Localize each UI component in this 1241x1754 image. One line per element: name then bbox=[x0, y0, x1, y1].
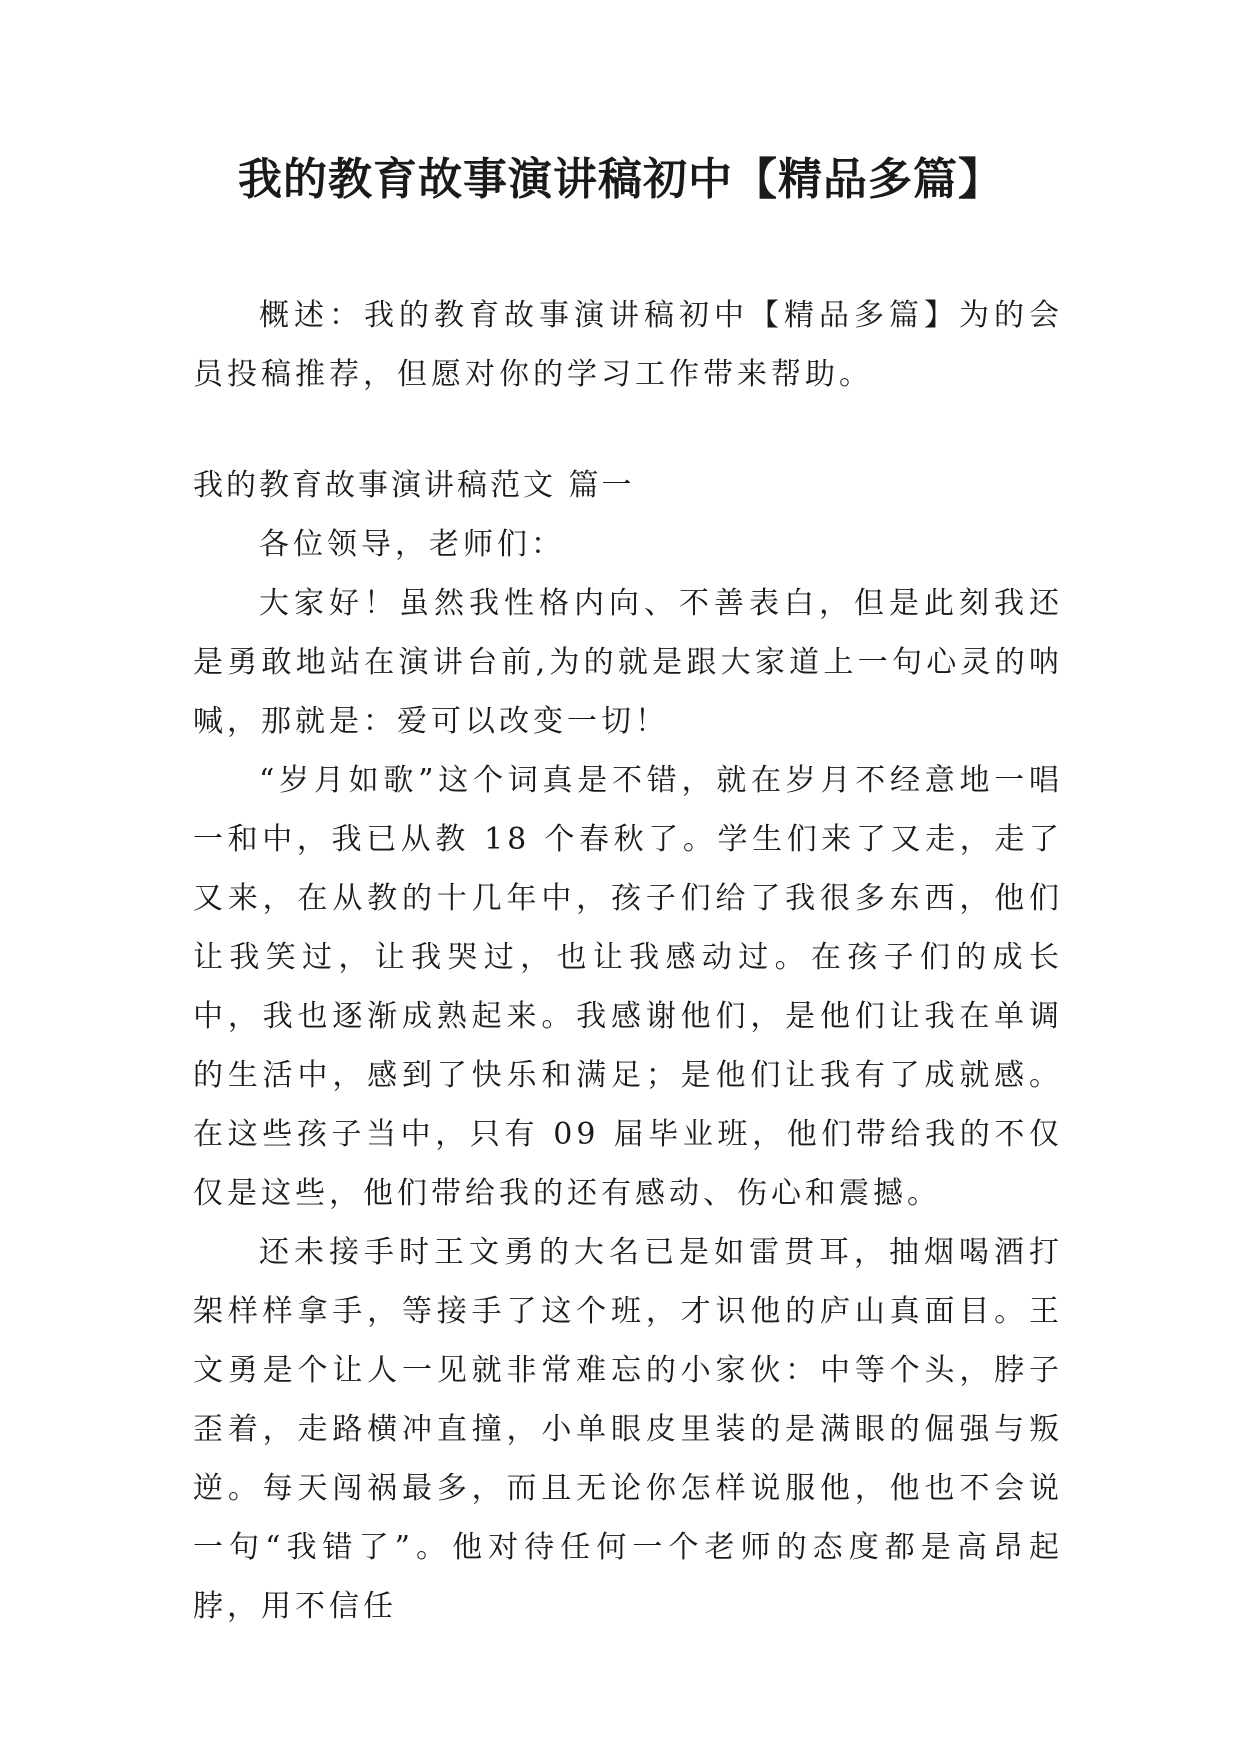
summary-paragraph: 概述：我的教育故事演讲稿初中【精品多篇】为的会员投稿推荐，但愿对你的学习工作带来帮助。 bbox=[193, 298, 1063, 392]
salutation-paragraph: 各位领导，老师们： bbox=[259, 527, 565, 562]
document-title: 我的教育故事演讲稿初中【精品多篇】 bbox=[238, 154, 1003, 205]
body-paragraph: 大家好！虽然我性格内向、不善表白，但是此刻我还是勇敢地站在演讲台前,为的就是跟大家道上一句心灵的呐喊，那就是：爱可以改变一切！ bbox=[193, 586, 1063, 739]
body-text bbox=[193, 515, 1063, 1636]
section-heading: 我的教育故事演讲稿范文 篇一 bbox=[193, 468, 635, 503]
body-paragraph: 还未接手时王文勇的大名已是如雷贯耳，抽烟喝酒打架样样拿手，等接手了这个班，才识他的庐山真面目。王文勇是个让人一见就非常难忘的小家伙：中等个头，脖子歪着，走路横冲直撞，小单眼皮里装的是满眼的倔强与叛逆。每天闯祸最多，而且无论你怎样说服他，他也不会说一句“我错了”。他对待任何一个老师的态度都是高昂起脖，用不信任 bbox=[193, 1235, 1063, 1624]
body-paragraph: “岁月如歌”这个词真是不错，就在岁月不经意地一唱一和中，我已从教 18 个春秋了。学生们来了又走，走了又来，在从教的十几年中，孩子们给了我很多东西，他们让我笑过，让我哭过，也让我感动过。在孩子们的成长中，我也逐渐成熟起来。我感谢他们，是他们让我在单调的生活中，感到了快乐和满足；是他们让我有了成就感。在这些孩子当中，只有 09 届毕业班，他们带给我的不仅仅是这些，他们带给我的还有感动、伤心和震撼。 bbox=[193, 763, 1063, 1211]
